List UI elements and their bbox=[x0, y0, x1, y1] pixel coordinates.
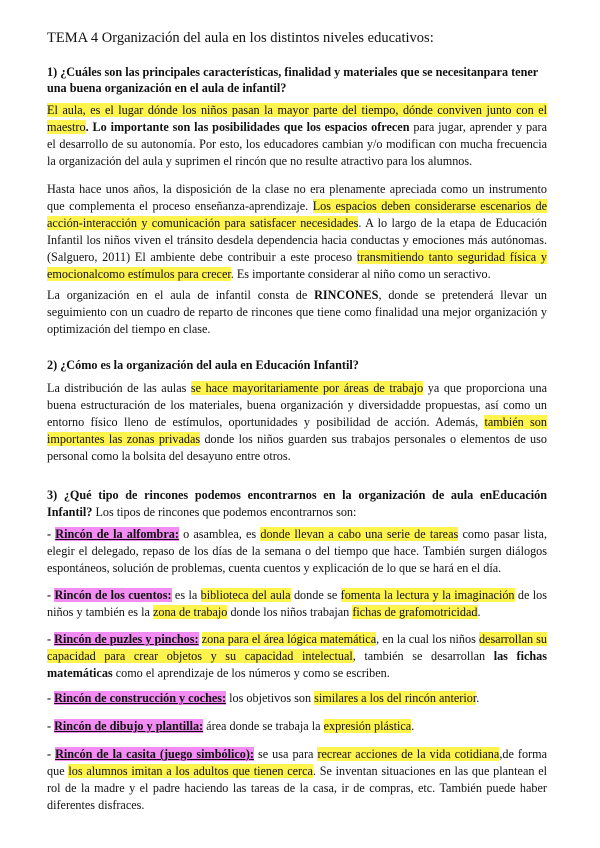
document-title: TEMA 4 Organización del aula en los distintos niveles educativos: bbox=[47, 30, 434, 46]
corner-label: Rincón de los cuentos: bbox=[54, 588, 172, 602]
corner-label: Rincón de construcción y coches: bbox=[54, 691, 227, 705]
question-3-heading: 3) ¿Qué tipo de rincones podemos encontrarnos en la organización de aula enEducación Infantil? Los tipos de rincones que podemos encontrarnos son: bbox=[47, 488, 547, 520]
bold-text: RINCONES bbox=[314, 288, 379, 302]
highlight: desarrollan su capacidad para crear objetos y su capacidad intelectual bbox=[47, 632, 548, 664]
corner-label: Rincón de la alfombra: bbox=[55, 527, 179, 541]
highlight: Los espacios deben considerarse escenarios de acción-interacción y comunicación para satisfacer necesidades bbox=[47, 199, 547, 231]
corner-item-casita: - Rincón de la casita (juego simbólico): se usa para recrear acciones de la vida cotidiana,de forma que los alumnos imitan a los adultos que tienen cerca. Se inventan situaciones en las que plantean el rol de la madre y el padre haciendo las tareas de la casa, ir de compras, etc. También puede haber diferentes disfraces. bbox=[47, 747, 547, 813]
highlight: recrear acciones de la vida cotidiana bbox=[317, 747, 500, 761]
corner-item-construccion: - Rincón de construcción y coches: los objetivos son similares a los del rincón anterior. bbox=[47, 691, 480, 705]
highlight: zona de trabajo bbox=[152, 605, 228, 620]
highlight: zona para el área lógica matemática bbox=[201, 632, 377, 646]
corner-item-cuentos: - Rincón de los cuentos: es la biblioteca del aula donde se fomenta la lectura y la imaginación de los niños y también es la zona de trabajo donde los niños trabajan fichas de grafomotricidad. bbox=[47, 588, 547, 620]
question-2-paragraph-1: La distribución de las aulas se hace mayoritariamente por áreas de trabajo ya que proporciona una buena estructuración de los materiales, buena organización y diversidadde propuestas, así como un entorno físico lleno de estímulos, oportunidades y posibilidad de acción. Además, también son importantes las zonas privadas donde los niños guarden sus trabajos personales o elementos de uso personal como la bolsita del desayuno entre otros. bbox=[47, 381, 547, 464]
question-1-paragraph-1: El aula, es el lugar dónde los niños pasan la mayor parte del tiempo, dónde conviven junto con el maestro. Lo importante son las posibilidades que los espacios ofrecen para jugar, aprender y para el desarrollo de su autonomía. Por esto, los educadores cambian y/o modifican con mucha frecuencia la organización del aula y suprimen el rincón que no resulte atractivo para los alumnos. bbox=[47, 103, 548, 169]
highlight: fichas de grafomotricidad bbox=[352, 605, 478, 620]
highlight: transmitiendo tanto seguridad física y emocionalcomo estímulos para crecer bbox=[47, 250, 547, 282]
corner-label: Rincón de la casita (juego simbólico): bbox=[55, 747, 254, 761]
highlight: expresión plástica bbox=[323, 719, 412, 733]
bold-text: las fichas matemáticas bbox=[47, 649, 547, 681]
highlight: similares a los del rincón anterior bbox=[314, 691, 477, 705]
highlight: los alumnos imitan a los adultos que tienen cerca bbox=[68, 764, 313, 779]
highlight: fomenta la lectura y la imaginación bbox=[340, 588, 515, 602]
corner-label: Rincón de dibujo y plantilla: bbox=[54, 719, 204, 733]
question-2-heading: 2) ¿Cómo es la organización del aula en Educación Infantil? bbox=[47, 358, 359, 372]
corner-item-dibujo: - Rincón de dibujo y plantilla: área donde se trabaja la expresión plástica. bbox=[47, 719, 415, 733]
highlight: El aula, es el lugar dónde los niños pasan la mayor parte del tiempo, dónde conviven junto con el maestro bbox=[47, 103, 547, 135]
highlight: donde llevan a cabo una serie de tareas bbox=[260, 527, 459, 541]
highlight: también son importantes las zonas privadas bbox=[47, 415, 547, 447]
corner-label: Rincón de puzles y pinchos: bbox=[54, 632, 199, 646]
bold-text: Lo importante son las posibilidades que los espacios ofrecen bbox=[92, 120, 410, 135]
corner-item-alfombra: - Rincón de la alfombra: o asamblea, es donde llevan a cabo una serie de tareas como pasar lista, elegir el delegado, repaso de los días de la semana o del tiempo que hace. También surgen diálogos espontáneos, solución de problemas, cuenta cuentos y explicación de lo que se hará en el día. bbox=[47, 527, 547, 576]
highlight: biblioteca del aula bbox=[200, 588, 291, 602]
corner-item-puzles: - Rincón de puzles y pinchos: zona para el área lógica matemática, en la cual los niños desarrollan su capacidad para crear objetos y su capacidad intelectual, también se desarrollan las fichas matemáticas como el aprendizaje de los números y como se escriben. bbox=[47, 632, 548, 681]
question-1-heading: 1) ¿Cuáles son las principales características, finalidad y materiales que se necesitanpara tener una buena organización en el aula de infantil? bbox=[47, 65, 538, 95]
question-1-paragraph-2: Hasta hace unos años, la disposición de la clase no era plenamente apreciada como un instrumento que complementa el proceso enseñanza-aprendizaje. Los espacios deben considerarse escenarios de acción-interacción y comunicación para satisfacer necesidades. A lo largo de la etapa de Educación Infantil los niños viven el tránsito desdela dependencia hacia conductas y emociones más autónomas. (Salguero, 2011) El ambiente debe contribuir a este proceso transmitiendo tanto seguridad física y emocionalcomo estímulos para crecer. Es importante considerar al niño como un seractivo. bbox=[47, 182, 547, 282]
question-1-paragraph-3: La organización en el aula de infantil consta de RINCONES, donde se pretenderá llevar un seguimiento con un cuadro de reparto de rincones que tiene como finalidad una mejor organización y optimización del tiempo en clase. bbox=[47, 288, 547, 337]
highlight: se hace mayoritariamente por áreas de trabajo bbox=[190, 381, 424, 395]
